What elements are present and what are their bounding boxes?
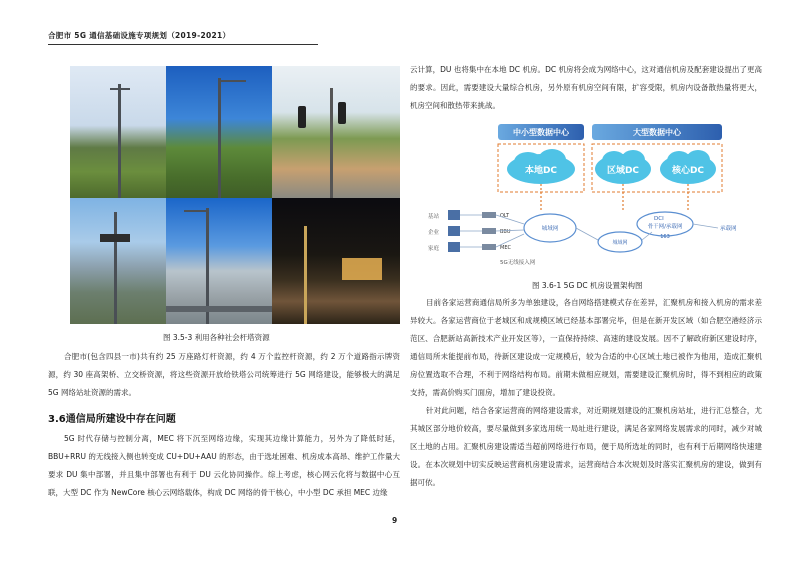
figure-caption-3-6-1: 图 3.6-1 5G DC 机房设置架构图: [532, 281, 643, 290]
dc-architecture-diagram: [420, 116, 760, 276]
section-heading-3-6: 3.6通信局所建设中存在问题: [48, 414, 176, 425]
num-163-label: 163: [660, 234, 670, 240]
dci-label: DCI: [654, 216, 664, 222]
street-light-pole-photo: [166, 66, 272, 198]
building-icon: [448, 226, 460, 236]
large-dc-title: 大型数据中心: [633, 128, 681, 137]
street-light-pole-photo: [70, 66, 166, 198]
night-pole-photo: [272, 198, 400, 324]
header-rule: [48, 44, 318, 45]
photo-collage: [70, 66, 400, 324]
device-bbu-icon: [482, 228, 496, 234]
device-mec-icon: [482, 244, 496, 250]
device-mec-label: MEC: [500, 245, 511, 251]
label-enterprise: 企业: [428, 230, 440, 236]
device-olt-label: OLT: [500, 213, 510, 219]
paragraph-pole-resources: 合肥市(包含四县一市)共有约 25 万座路灯杆资源，约 4 万个监控杆资源，约 2 万个道路指示牌资源，约 30 座高架桥、立交桥资源，将这些资源开放给铁塔公司统筹进行 5G 网络建设，能够极大的满足 5G 网络站址资源的需求。: [48, 352, 400, 397]
street-light-pole-photo: [166, 198, 272, 324]
paragraph-solution: 针对此问题，结合各家运营商的网络建设需求，对近期规划建设的汇聚机房站址，进行汇总整合，尤其城区部分地价较高，要尽量做到多家选用统一局址进行建设，满足各家网络发展需求的同时，减少对城区土地的占用。汇聚机房建设需适当超前网络进行布局，便于局所选址的同时，也有利于后期网络快速建设。在本次规划中切实反映运营商机房建设需求，运营商结合本次规划及时落实汇聚机房的建设，做到有据可依。: [410, 406, 762, 487]
ran-label: 5G无线接入网: [500, 260, 536, 266]
monitoring-pole-photo: [70, 198, 166, 324]
device-olt-icon: [482, 212, 496, 218]
building-icon: [448, 210, 460, 220]
backbone-label: 骨干网/承载网: [647, 224, 683, 230]
page-number: 9: [392, 516, 398, 525]
cloud-local-label: 本地DC: [524, 166, 558, 176]
ring-small-label: 城域网: [612, 240, 628, 246]
device-bbu-label: BBU: [500, 229, 511, 235]
ring-right-label: 承载网: [720, 226, 737, 232]
network-links: [460, 215, 718, 247]
cloud-core-label: 核心DC: [671, 166, 705, 176]
cloud-region-label: 区域DC: [606, 166, 640, 176]
paragraph-operator-sites: 目前各家运营商通信局所多为单独建设，各自网络搭建模式存在差异，汇聚机房和接入机房的需求差异较大。各家运营商位于老城区和成规模区域已经基本部署完毕，但是在新开发区域（如合肥空港经济示范区、合肥新站高新技术产业开发区等），一直保持持续、高速的建设发展。因不了解政府新区建设时序，通信局所未能提前布局，待新区建设成一定规模后，较为合适的中心区域土地已被作为他用，造成汇聚机房位置选取不合理，不利于网络结构布局。前期未做相应规划，需要建设汇聚机房时，得不到相应的政策支持，需高价购买门面房，增加了建设投资。: [410, 298, 762, 397]
ring-left-label: 城域网: [541, 226, 559, 232]
label-home: 家庭: [428, 246, 440, 252]
paragraph-cloud-computing: 云计算，DU 也将集中在本地 DC 机房。DC 机房将会成为网络中心，这对通信机房及配套建设提出了更高的要求。因此，需要建设大量综合机房，另外原有机房空间有限，扩容受限，机房内设备散热量将更大，机房空间和散热带来挑战。: [410, 65, 762, 110]
small-dc-title: 中小型数据中心: [513, 128, 569, 137]
house-icon: [448, 242, 460, 252]
traffic-signal-pole-photo: [272, 66, 400, 198]
paragraph-5g-storage: 5G 时代存储与控制分离，MEC 将下沉至网络边缘，实现其边缘计算能力，另外为了降低时延，BBU+RRU 的无线接入侧也转变成 CU+DU+AAU 的形态，由于选址困难、机房成本高昂、维护工作量大要求 DU 集中部署，并且集中部署也有利于 DU 云化协同操作。综上考虑，核心网云化将与数据中心互联，大型 DC 作为 NewCore 核心云网络载体，构成 DC 网络的骨干核心，中小型 DC 承担 MEC 边缘: [48, 434, 400, 497]
document-header: 合肥市 5G 通信基础设施专项规划（2019-2021）: [48, 31, 231, 40]
label-base-station: 基站: [428, 214, 440, 220]
figure-caption-3-5-3: 图 3.5-3 利用各种社会杆塔资源: [163, 333, 270, 342]
